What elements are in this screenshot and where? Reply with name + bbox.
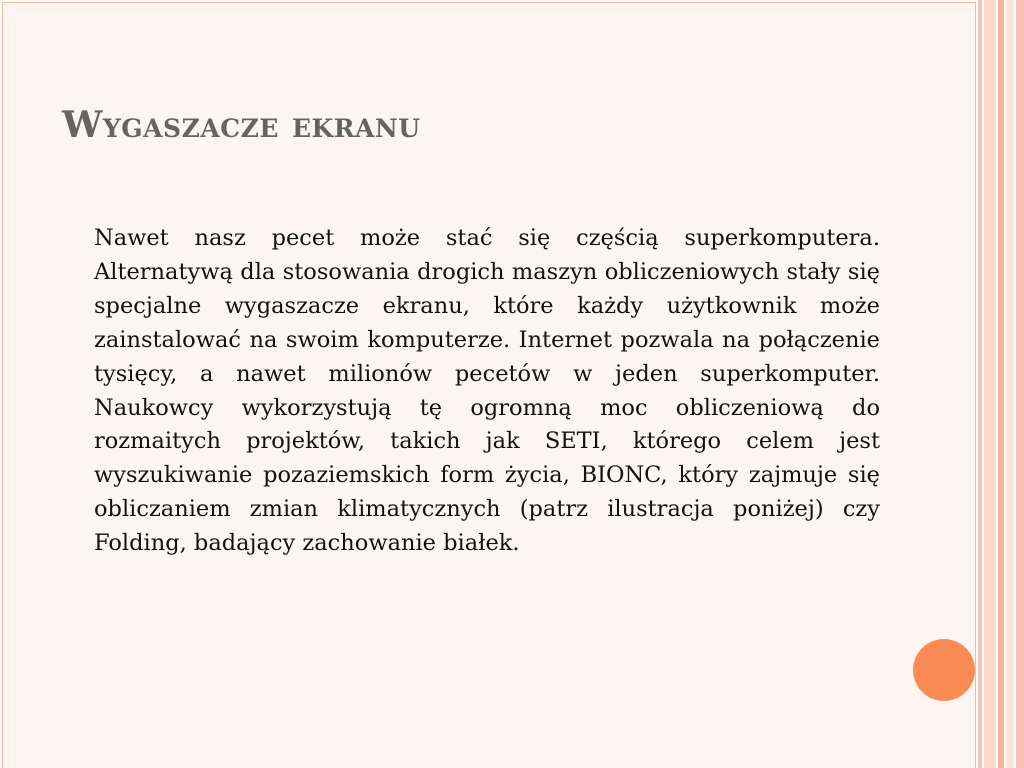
stripe: [984, 0, 996, 768]
slide-body-text: Nawet nasz pecet może stać się częścią superkomputera. Alternatywą dla stosowania drogich maszyn obliczeniowych stały się specjalne wygaszacze ekranu, które każdy użytkownik może zainstalować na swoim komputerze. Internet pozwala na połączenie tysięcy, a nawet milionów pecetów w jeden superkomputer. Naukowcy wykorzystują tę ogromną moc obliczeniową do rozmaitych projektów, takich jak SETI, którego celem jest wyszukiwanie pozaziemskich form życia, BIONC, który zajmuje się obliczaniem zmian klimatycznych (patrz ilustracja poniżej) czy Folding, badający zachowanie białek.: [94, 225, 880, 557]
slide-title: Wygaszacze ekranu: [62, 104, 421, 146]
stripe: [978, 0, 982, 768]
stripe: [998, 0, 1004, 768]
stripe: [1016, 0, 1024, 768]
stripe: [1006, 0, 1014, 768]
decorative-circle: [913, 639, 975, 701]
decorative-stripes: [978, 0, 1024, 768]
